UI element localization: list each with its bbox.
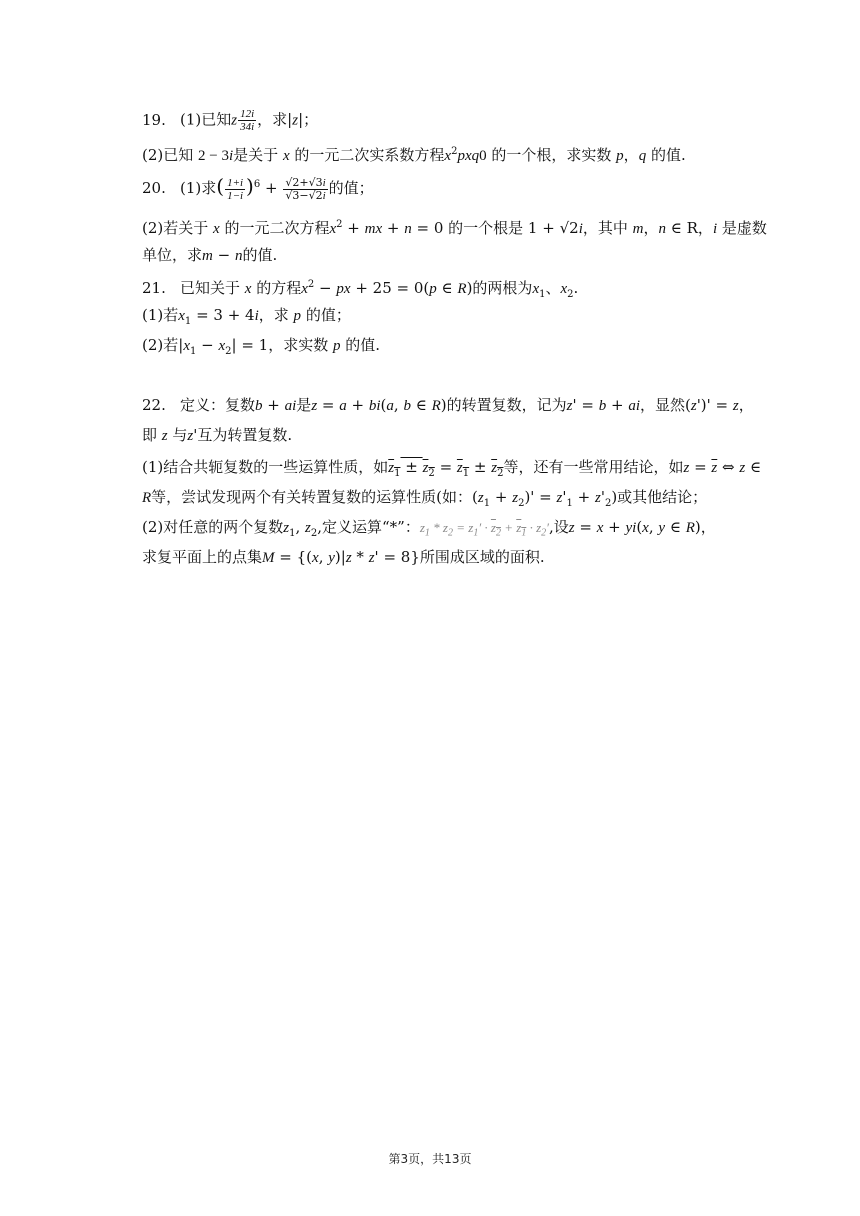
- q19-line2: (2)已知 2 − 3i是关于 x 的一元二次实系数方程$x^2pxq0$ 的一个根，求实数 p，q 的值.: [142, 146, 686, 164]
- q22-line2: 即 z 与z'互为转置复数.: [142, 426, 293, 444]
- question-number: 19.: [142, 110, 166, 129]
- q21-line3: (2)若$|x_1 - x_2| = 1$，求实数 p 的值.: [142, 336, 381, 357]
- q22-line6: 求复平面上的点集M = {(x, y)|z * z' = 8}所围成区域的面积.: [142, 548, 545, 566]
- question-number: 21.: [142, 279, 166, 297]
- q21-line2: (1)若$x_1 = 3 + 4i$，求 p 的值；: [142, 306, 351, 327]
- q22-line5: (2)对任意的两个复数$z_1$, $z_2$,定义运算“*”：$z_1 * z_2 = z_1' \cdot z_2 + z_1 \cdot z_2'$,设z = x + yi(x, y ∈ R)，: [142, 518, 716, 539]
- q20-line3: 单位，求m − n的值.: [142, 246, 278, 264]
- q21-line1: 21. 已知关于 x 的方程$x^2$ − px + 25 = 0(p ∈ R)的两根为$x_1$、$x_2$.: [142, 279, 579, 300]
- q22-line4: R等，尝试发现两个有关转置复数的运算性质(如：$(z_1 + z_2)' = z'_1 + z'_2$)或其他结论；: [142, 488, 708, 509]
- question-number: 22.: [142, 396, 166, 414]
- q22-line1: 22. 定义：复数b + ai是z = a + bi(a, b ∈ R)的转置复数，记为z' = b + ai，显然(z')' = z，: [142, 396, 754, 414]
- q20-line2: (2)若关于 x 的一元二次方程$x^2$ + mx + n = 0 的一个根是 1 + √2i，其中 m，n ∈ R，i 是虚数: [142, 219, 767, 237]
- q22-line3: (1)结合共轭复数的一些运算性质，如$z_1 \pm z_2 = z_1 \pm z_2$等，还有一些常用结论，如$z = \overline{z}$ ⇔ z ∈: [142, 458, 762, 479]
- page-footer: 第3页，共13页: [388, 1152, 472, 1166]
- question-number: 20.: [142, 179, 166, 197]
- q20-line1: 20. (1)求( $\frac{1+i}{1-i}$ )$^6$ + $\frac{√2+√3i}{√3-√2i}$ 的值；: [142, 174, 374, 202]
- q19-line1: 19. (1)已知z $\frac{12i}{34i}$ ，求|z|；: [142, 108, 319, 133]
